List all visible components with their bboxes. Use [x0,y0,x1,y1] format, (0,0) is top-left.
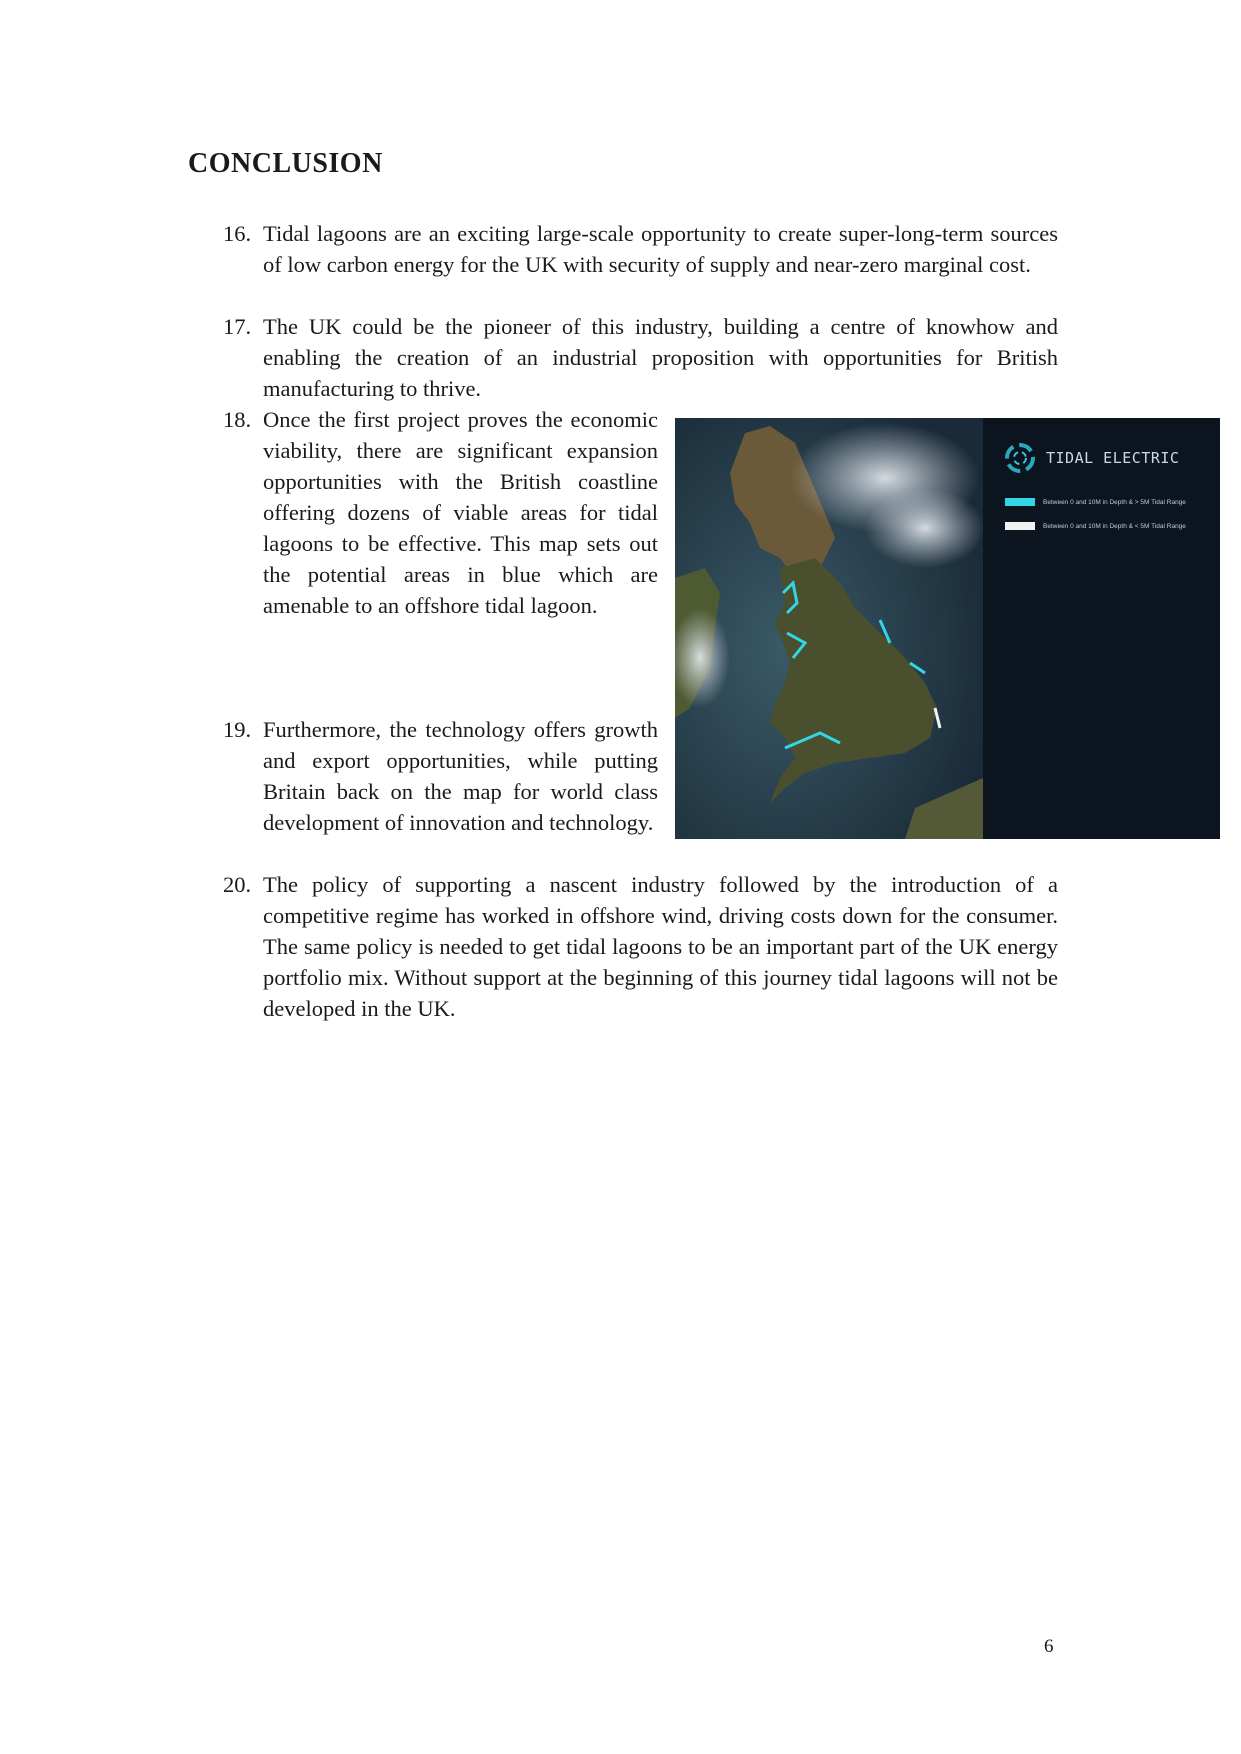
list-item-text: The policy of supporting a nascent industry followed by the introduction of a competitive regime has worked in offshore wind, driving costs down for the consumer. The same policy is needed to get tidal lagoons to be an important part of the UK energy portfolio mix. Without support at the beginning of this journey tidal lagoons will not be developed in the UK. [263,872,1058,1021]
legend-swatch [1005,498,1035,506]
legend-item [1005,522,1186,530]
list-item-number: 20. [223,872,252,897]
list-item-text: Furthermore, the technology offers growth and export opportunities, while putting Britain back on the map for world class development of innovation and technology. [263,717,658,835]
section-heading: CONCLUSION [188,148,383,179]
list-item-text: Once the first project proves the economic viability, there are significant expansion opportunities with the British coastline offering dozens of viable areas for tidal lagoons to be effective. This map sets out the potential areas in blue which are amenable to an offshore tidal lagoon. [263,407,658,618]
legend-label: Between 0 and 10M in Depth & > 5M Tidal Range [1043,498,1186,506]
list-item-number: 16. [223,221,252,246]
page-number: 6 [1044,1636,1054,1657]
uk-tidal-map-figure [675,418,1220,839]
swirl-logo-icon [1000,438,1040,478]
cloud-cover [865,488,985,568]
legend-item [1005,498,1186,506]
satellite-map [675,418,1220,839]
list-item-number: 19. [223,717,252,742]
legend-label: Between 0 and 10M in Depth & < 5M Tidal Range [1043,522,1186,530]
brand-name: TIDAL ELECTRIC [1046,449,1180,467]
list-item-number: 17. [223,314,252,339]
legend-panel [983,418,1220,839]
list-item-number: 18. [223,407,252,432]
legend-swatch [1005,522,1035,530]
list-item-text: Tidal lagoons are an exciting large-scale opportunity to create super-long-term sources of low carbon energy for the UK with security of supply and near-zero marginal cost. [263,221,1058,277]
list-item-text: The UK could be the pioneer of this industry, building a centre of knowhow and enabling the creation of an industrial proposition with opportunities for British manufacturing to thrive. [263,314,1058,401]
tidal-electric-logo [1000,438,1179,478]
